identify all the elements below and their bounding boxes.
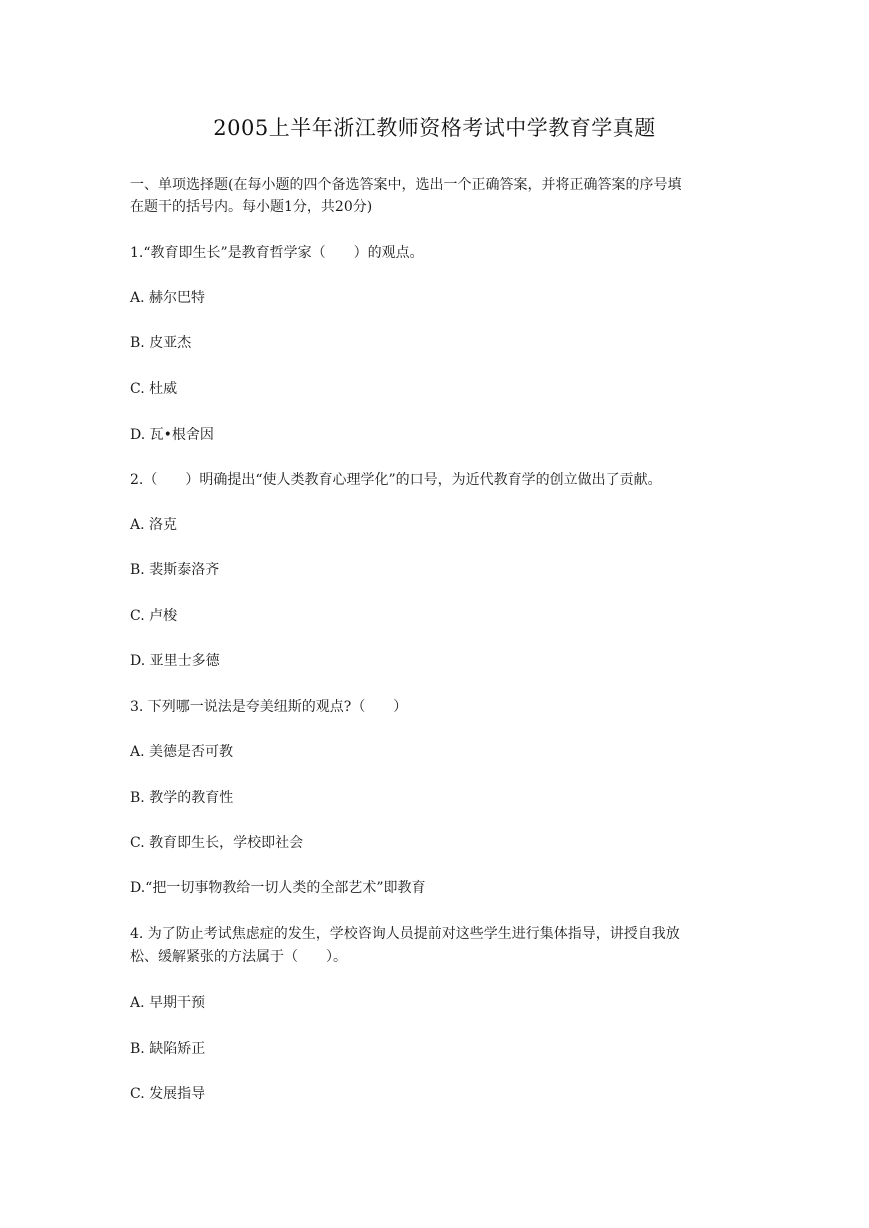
question-3-stem: 3. 下列哪一说法是夸美纽斯的观点?（ ） (130, 699, 408, 715)
question-2-option-c: C. 卢梭 (130, 608, 178, 624)
section-heading-line-1: 一、单项选择题(在每小题的四个备选答案中，选出一个正确答案，并将正确答案的序号填 (130, 177, 682, 193)
question-2-option-b: B. 裴斯泰洛齐 (130, 562, 220, 578)
question-4-option-b: B. 缺陷矫正 (130, 1041, 206, 1057)
question-4-option-c: C. 发展指导 (130, 1086, 206, 1102)
question-4-stem-line-1: 4. 为了防止考试焦虑症的发生，学校咨询人员提前对这些学生进行集体指导，讲授自我放 (130, 926, 680, 942)
question-3-option-b: B. 教学的教育性 (130, 790, 234, 806)
question-4-option-a: A. 早期干预 (130, 995, 206, 1011)
question-4-stem-line-2: 松、缓解紧张的方法属于（ ）。 (130, 949, 347, 965)
question-1-stem: 1.“教育即生长”是教育哲学家（ ）的观点。 (130, 245, 424, 261)
page-title: 2005上半年浙江教师资格考试中学教育学真题 (213, 116, 656, 140)
question-3-option-c: C. 教育即生长，学校即社会 (130, 835, 304, 851)
question-1-option-d: D. 瓦•根舍因 (130, 427, 214, 443)
question-3-option-d: D.“把一切事物教给一切人类的全部艺术”即教育 (130, 880, 426, 896)
question-1-option-a: A. 赫尔巴特 (130, 290, 206, 306)
question-2-stem: 2.（ ）明确提出“使人类教育心理学化”的口号，为近代教育学的创立做出了贡献。 (130, 472, 662, 488)
question-2-option-a: A. 洛克 (130, 517, 178, 533)
section-heading-line-2: 在题干的括号内。每小题1分，共20分) (130, 199, 373, 215)
question-3-option-a: A. 美德是否可教 (130, 744, 234, 760)
question-1-option-b: B. 皮亚杰 (130, 335, 192, 351)
question-2-option-d: D. 亚里士多德 (130, 653, 220, 669)
question-1-option-c: C. 杜威 (130, 381, 178, 397)
